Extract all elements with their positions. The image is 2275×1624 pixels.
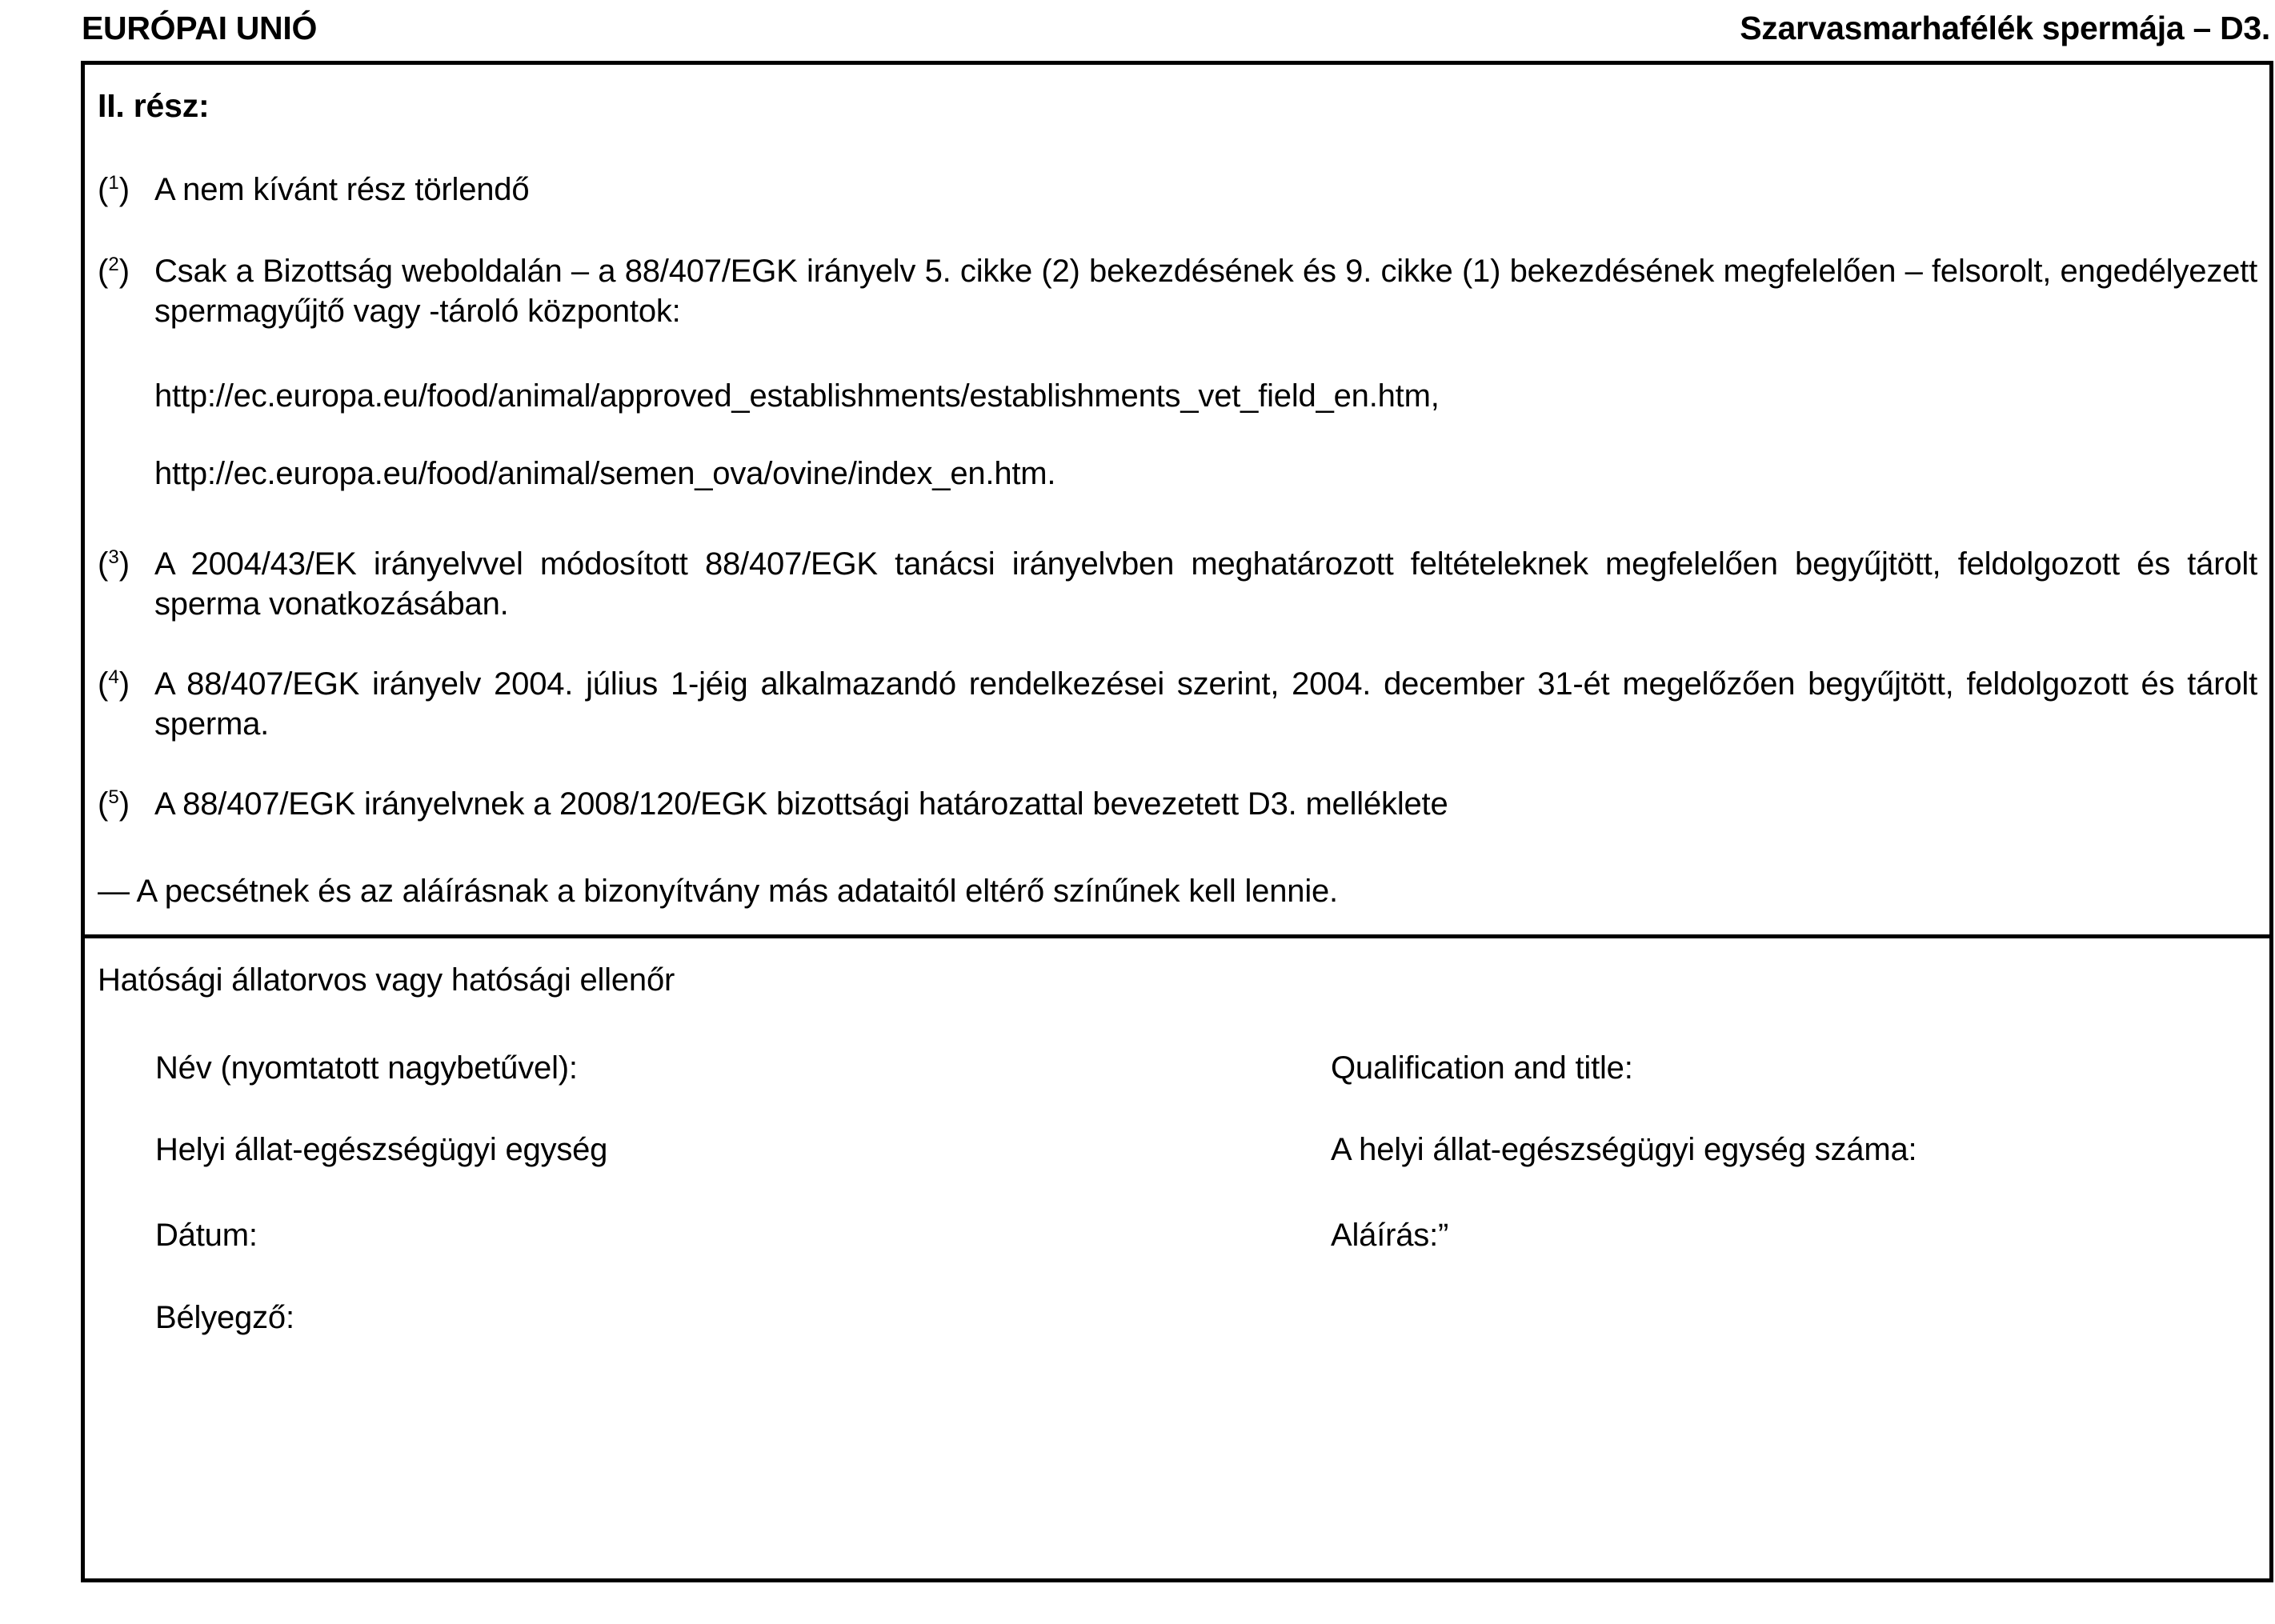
name-label: Név (nyomtatott nagybetűvel):	[155, 1050, 578, 1086]
signature-label: Aláírás:”	[1331, 1218, 1449, 1253]
section-divider	[81, 934, 2273, 938]
qualification-label: Qualification and title:	[1331, 1050, 1633, 1086]
semen-ova-link[interactable]: http://ec.europa.eu/food/animal/semen_ova/ovine/index_en.htm.	[154, 456, 1056, 491]
header-right: Szarvasmarhafélék spermája – D3.	[1740, 10, 2270, 46]
signature-heading: Hatósági állatorvos vagy hatósági ellenőr	[98, 962, 675, 998]
stamp-color-note: — A pecsétnek és az aláírásnak a bizonyítvány más adataitól eltérő színűnek kell lennie.	[98, 874, 1338, 909]
footnote-text-1: A nem kívánt rész törlendő	[154, 172, 530, 207]
footnote-text-3: A 2004/43/EK irányelvvel módosított 88/407/EGK tanácsi irányelvben meghatározott feltételeknek megfelelően begyűjtött, feldolgozott és tárolt sperma vonatkozásában.	[154, 546, 2257, 622]
footnote-text-4: A 88/407/EGK irányelv 2004. július 1-jéig alkalmazandó rendelkezései szerint, 2004. december 31-ét megelőzően begyűjtött, feldolgozott és tárolt sperma.	[154, 666, 2257, 742]
footnote-marker-4: ($^4$)	[98, 666, 130, 702]
header-left: EURÓPAI UNIÓ	[82, 10, 318, 46]
footnote-marker-1: ($^1$)	[98, 172, 130, 207]
date-label: Dátum:	[155, 1218, 258, 1253]
unit-label: Helyi állat-egészségügyi egység	[155, 1132, 608, 1167]
footnote-text-2: Csak a Bizottság weboldalán – a 88/407/EGK irányelv 5. cikke (2) bekezdésének és 9. cikke (1) bekezdésének megfelelően – felsorolt, engedélyezett spermagyűjtő vagy -tároló központok:	[154, 254, 2257, 329]
footnote-text-5: A 88/407/EGK irányelvnek a 2008/120/EGK bizottsági határozattal bevezetett D3. melléklete	[154, 786, 1448, 822]
footnote-marker-5: ($^5$)	[98, 786, 130, 822]
part-title: II. rész:	[98, 87, 210, 124]
unit-number-label: A helyi állat-egészségügyi egység száma:	[1331, 1132, 1917, 1167]
stamp-label: Bélyegző:	[155, 1300, 294, 1335]
footnote-marker-2: ($^2$)	[98, 254, 130, 289]
approved-establishments-link[interactable]: http://ec.europa.eu/food/animal/approved_establishments/establishments_vet_field_en.htm,	[154, 378, 1440, 414]
footnote-marker-3: ($^3$)	[98, 546, 130, 582]
